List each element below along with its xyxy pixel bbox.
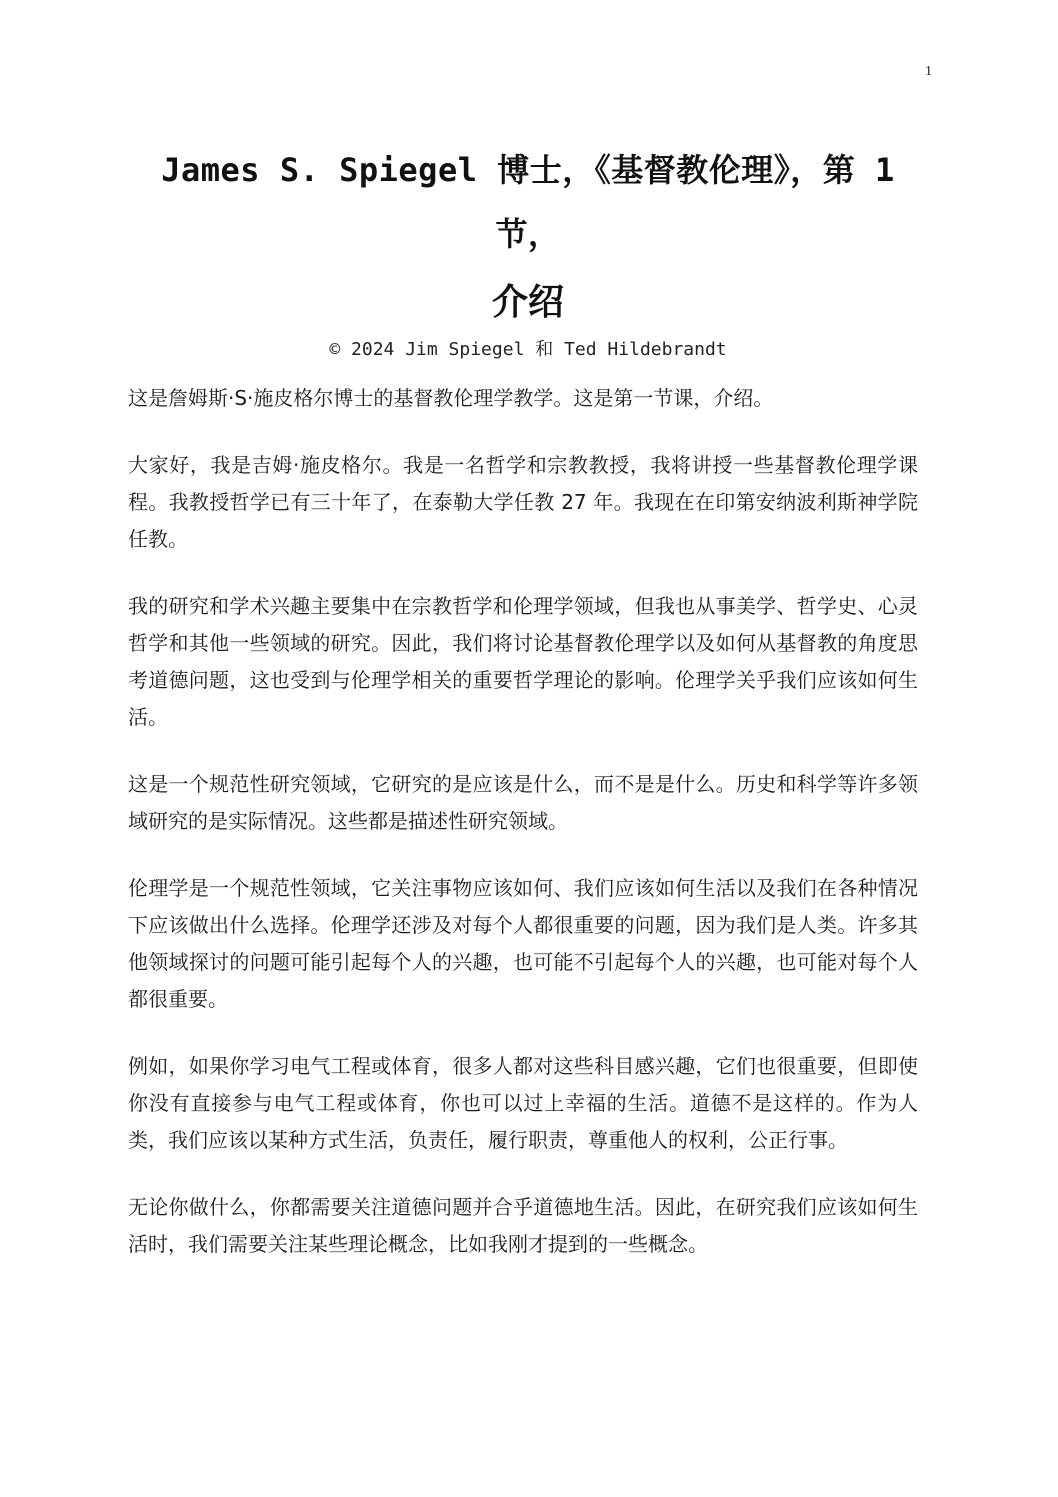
document-title: James S. Spiegel 博士，《基督教伦理》，第 1 节，: [161, 151, 895, 253]
paragraph-6: 例如，如果你学习电气工程或体育，很多人都对这些科目感兴趣，它们也很重要，但即使你没有直接参与电气工程或体育，你也可以过上幸福的生活。道德不是这样的。作为人类，我们应该以某种方式生活，负责任，履行职责，尊重他人的权利，公正行事。: [128, 1054, 918, 1152]
title-block: [128, 138, 928, 362]
page-number: 1: [925, 64, 932, 79]
copyright-line: © 2024 Jim Spiegel 和 Ted Hildebrandt: [329, 339, 727, 360]
paragraph-3: 我的研究和学术兴趣主要集中在宗教哲学和伦理学领域，但我也从事美学、哲学史、心灵哲学和其他一些领域的研究。因此，我们将讨论基督教伦理学以及如何从基督教的角度思考道德问题，这也受到与伦理学相关的重要哲学理论的影响。伦理学关乎我们应该如何生活。: [128, 594, 918, 729]
body-text: [128, 380, 918, 1293]
paragraph-7: 无论你做什么，你都需要关注道德问题并合乎道德地生活。因此，在研究我们应该如何生活时，我们需要关注某些理论概念，比如我刚才提到的一些概念。: [128, 1195, 918, 1256]
paragraph-5: 伦理学是一个规范性领域，它关注事物应该如何、我们应该如何生活以及我们在各种情况下应该做出什么选择。伦理学还涉及对每个人都很重要的问题，因为我们是人类。许多其他领域探讨的问题可能引起每个人的兴趣，也可能不引起每个人的兴趣，也可能对每个人都很重要。: [128, 876, 918, 1011]
paragraph-1: 这是詹姆斯·S·施皮格尔博士的基督教伦理学教学。这是第一节课，介绍。: [128, 386, 774, 410]
paragraph-2: 大家好，我是吉姆·施皮格尔。我是一名哲学和宗教教授，我将讲授一些基督教伦理学课程。我教授哲学已有三十年了，在泰勒大学任教 27 年。我现在在印第安纳波利斯神学院任教。: [128, 453, 918, 551]
document-subtitle: 介绍: [491, 282, 564, 323]
paragraph-4: 这是一个规范性研究领域，它研究的是应该是什么，而不是是什么。历史和科学等许多领域研究的是实际情况。这些都是描述性研究领域。: [128, 772, 918, 833]
